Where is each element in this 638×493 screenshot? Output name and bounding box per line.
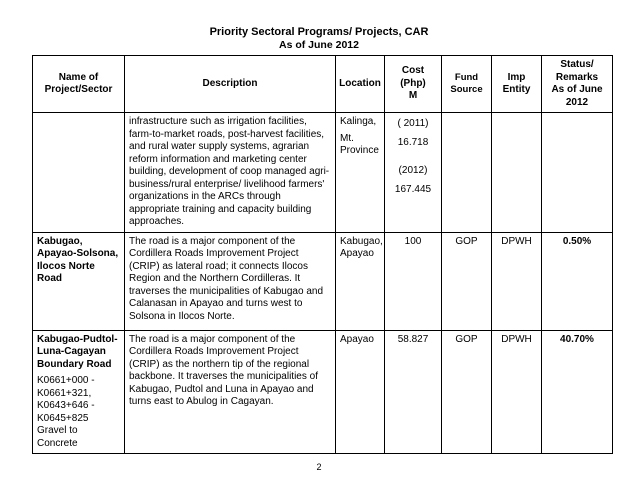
imp-entity: DPWH <box>492 330 542 454</box>
project-location <box>336 330 385 454</box>
fund-source: GOP <box>442 232 492 330</box>
header-description: Description <box>125 56 336 113</box>
page-subtitle: As of June 2012 <box>279 39 359 51</box>
header-row <box>33 56 613 113</box>
header-cost <box>385 56 442 113</box>
table-row <box>33 113 613 233</box>
cost-line: (2012) <box>398 165 428 176</box>
location-line: Apayao <box>340 333 374 345</box>
project-description: The road is a major component of the Cordillera Roads Improvement Project (CRIP) as lateral road; it connects Ilocos Region and the Northern Cordilleras. It traverses the municipalities of Kabugao and Calanasan in Apayao and turns west to Solsona in Ilocos Norte. <box>125 232 336 330</box>
header-status-line2: Remarks <box>555 71 599 83</box>
fund-source <box>442 113 492 233</box>
status: 40.70% <box>542 330 613 454</box>
project-description: The road is a major component of the Cordillera Roads Improvement Project (CRIP) as the northern tip of the regional backbone. It traverses the municipalities of Kabugao, Pudtol and Luna in Apayao and turns east to Abulog in Cagayan. <box>125 330 336 454</box>
header-imp <box>492 56 542 113</box>
location-line: Mt. Province <box>340 132 379 156</box>
location-line: Kabugao, <box>340 235 383 247</box>
project-location <box>336 113 385 233</box>
cost-line: 100 <box>404 235 422 247</box>
header-status <box>542 56 613 113</box>
header-cost-line3: M <box>408 90 418 102</box>
header-imp-line2: Entity <box>502 84 531 95</box>
header-name-line2: Project/Sector <box>44 84 113 95</box>
fund-source: GOP <box>442 330 492 454</box>
header-name-line1: Name of <box>58 71 99 83</box>
page-title: Priority Sectoral Programs/ Projects, CAR <box>209 26 429 38</box>
project-name <box>33 113 125 233</box>
header-imp-line1: Imp <box>507 71 526 83</box>
project-name: Kabugao, Apayao-Solsona, Ilocos Norte Road <box>33 232 125 330</box>
header-fund-line1: Fund <box>454 71 479 83</box>
header-status-line1: Status/ <box>560 59 594 70</box>
cost-line: ( 2011) <box>397 118 429 129</box>
cost-line: 16.718 <box>397 136 429 148</box>
header-name <box>33 56 125 113</box>
cost-line: 167.445 <box>394 183 432 195</box>
status <box>542 113 613 233</box>
project-cost <box>385 330 442 454</box>
location-line: Kalinga, <box>340 116 377 127</box>
table-row <box>33 232 613 330</box>
header-fund <box>442 56 492 113</box>
imp-entity <box>492 113 542 233</box>
header-status-line3: As of June <box>551 84 603 95</box>
table-row <box>33 330 613 454</box>
header-cost-line1: Cost <box>401 65 425 77</box>
imp-entity: DPWH <box>492 232 542 330</box>
header-cost-line2: (Php) <box>400 77 426 89</box>
project-name: Kabugao-Pudtol-Luna-Cagayan Boundary Road <box>37 333 118 370</box>
cost-line: 58.827 <box>397 333 429 345</box>
project-cost <box>385 232 442 330</box>
header-location: Location <box>336 56 385 113</box>
project-cost <box>385 113 442 233</box>
location-line: Apayao <box>340 248 374 259</box>
projects-table <box>32 55 613 454</box>
status: 0.50% <box>542 232 613 330</box>
project-location <box>336 232 385 330</box>
header-fund-line2: Source <box>450 84 483 95</box>
page-number: 2 <box>316 462 322 472</box>
header-status-line4: 2012 <box>565 96 589 108</box>
project-name-cell <box>33 330 125 454</box>
project-description: infrastructure such as irrigation facilities, farm-to-market roads, post-harvest facilities, and rural water supply systems, agrarian reform information and marketing center building, development of coop managed agri-business/rural enterprise/ livelihood farmers' organizations in the ARCs through appropriate training and capacity building approaches. <box>125 113 336 233</box>
project-code: K0661+000 - K0661+321, K0643+646 - K0645+825 Gravel to Concrete <box>37 375 95 449</box>
